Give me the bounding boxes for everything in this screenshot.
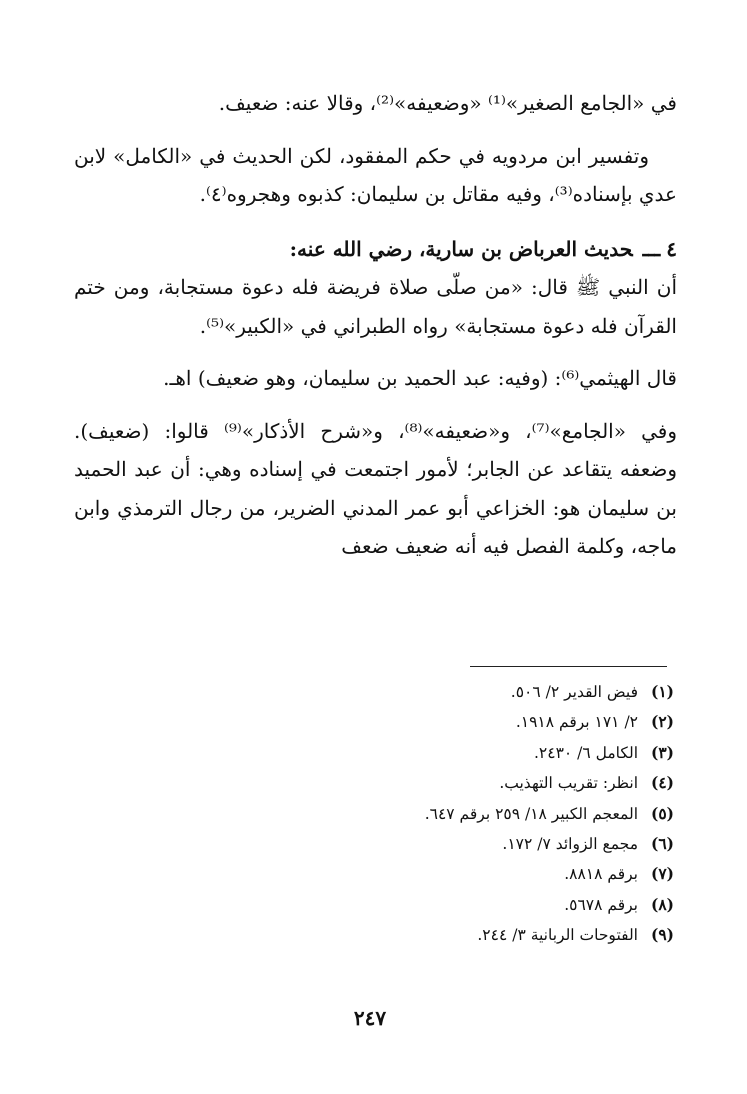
- section-dash: ـــ: [642, 236, 661, 261]
- footnote-number: (٧): [650, 864, 674, 884]
- footnote-number: (٨): [650, 894, 674, 914]
- footnote-item: [74, 829, 674, 859]
- footnote-text: انظر: تقريب التهذيب.: [499, 774, 638, 793]
- footnote-item: [74, 920, 674, 950]
- paragraph-analysis: وفي «الجامع»⁽⁷⁾، و«ضعيفه»⁽⁸⁾، و«شرح الأذكار»⁽⁹⁾ قالوا: (ضعيف). وضعفه يتقاعد عن الجابر؛ لأمور اجتمعت في إسناده وهي: أن عبد الحميد بن سليمان هو: الخزاعي أبو عمر المدني الضرير، من رجال الترمذي وابن ماجه، وكلمة الفصل فيه أنه ضعيف ضعف: [74, 418, 677, 558]
- footnote-item: [74, 859, 674, 889]
- footnote-text: ٢/ ١٧١ برقم ١٩١٨.: [515, 713, 638, 732]
- footnote-text: المعجم الكبير ١٨/ ٢٥٩ برقم ٦٤٧.: [424, 804, 638, 823]
- paragraph-2: وتفسير ابن مردويه في حكم المفقود، لكن الحديث في «الكامل» لابن عدي بإسناده⁽³⁾، وفيه مقاتل بن سليمان: كذبوه وهجروه⁽٤⁾.: [74, 143, 677, 206]
- footnote-item: [74, 677, 674, 707]
- footnote-item: [74, 707, 674, 737]
- footnote-text: مجمع الزوائد ٧/ ١٧٢.: [502, 835, 638, 854]
- footnote-number: (٣): [650, 742, 674, 762]
- section-heading: [74, 230, 677, 269]
- footnote-text: برقم ٨٨١٨.: [564, 865, 638, 884]
- page-number: ٢٤٧: [353, 1006, 387, 1030]
- paragraph-1: في «الجامع الصغير»⁽¹⁾ «وضعيفه»⁽²⁾، وقالا عنه: ضعيف.: [218, 91, 677, 115]
- footnote-number: (٦): [650, 834, 674, 854]
- footnote-item: [74, 738, 674, 768]
- footnote-item: [74, 799, 674, 829]
- main-text: [74, 84, 677, 566]
- footnote-text: الفتوحات الربانية ٣/ ٢٤٤.: [477, 926, 638, 945]
- footnote-number: (١): [650, 682, 674, 701]
- footnotes: [74, 677, 674, 951]
- section-title: حديث العرباض بن سارية، رضي الله عنه:: [289, 236, 633, 261]
- footnote-text: الكامل ٦/ ٢٤٣٠.: [533, 743, 638, 762]
- footnote-text: برقم ٥٦٧٨.: [564, 895, 638, 914]
- haythami-quote: قال الهيثمي⁽⁶⁾: (وفيه: عبد الحميد بن سليمان، وهو ضعيف) اهـ.: [163, 366, 677, 390]
- footnote-number: (٤): [650, 773, 674, 793]
- hadith-text: أن النبي ﷺ قال: «من صلّى صلاة فريضة فله دعوة مستجابة، ومن ختم القرآن فله دعوة مستجابة» رواه الطبراني في «الكبير»⁽⁵⁾.: [74, 275, 677, 338]
- footnote-number: (٥): [650, 803, 674, 823]
- footnote-item: [74, 768, 674, 798]
- footnote-number: (٩): [650, 925, 674, 945]
- footnote-text: فيض القدير ٢/ ٥٠٦.: [510, 683, 638, 701]
- footnote-divider: [470, 666, 667, 667]
- section-number: ٤: [666, 236, 677, 261]
- footnote-number: (٢): [650, 712, 674, 732]
- footnote-item: [74, 890, 674, 920]
